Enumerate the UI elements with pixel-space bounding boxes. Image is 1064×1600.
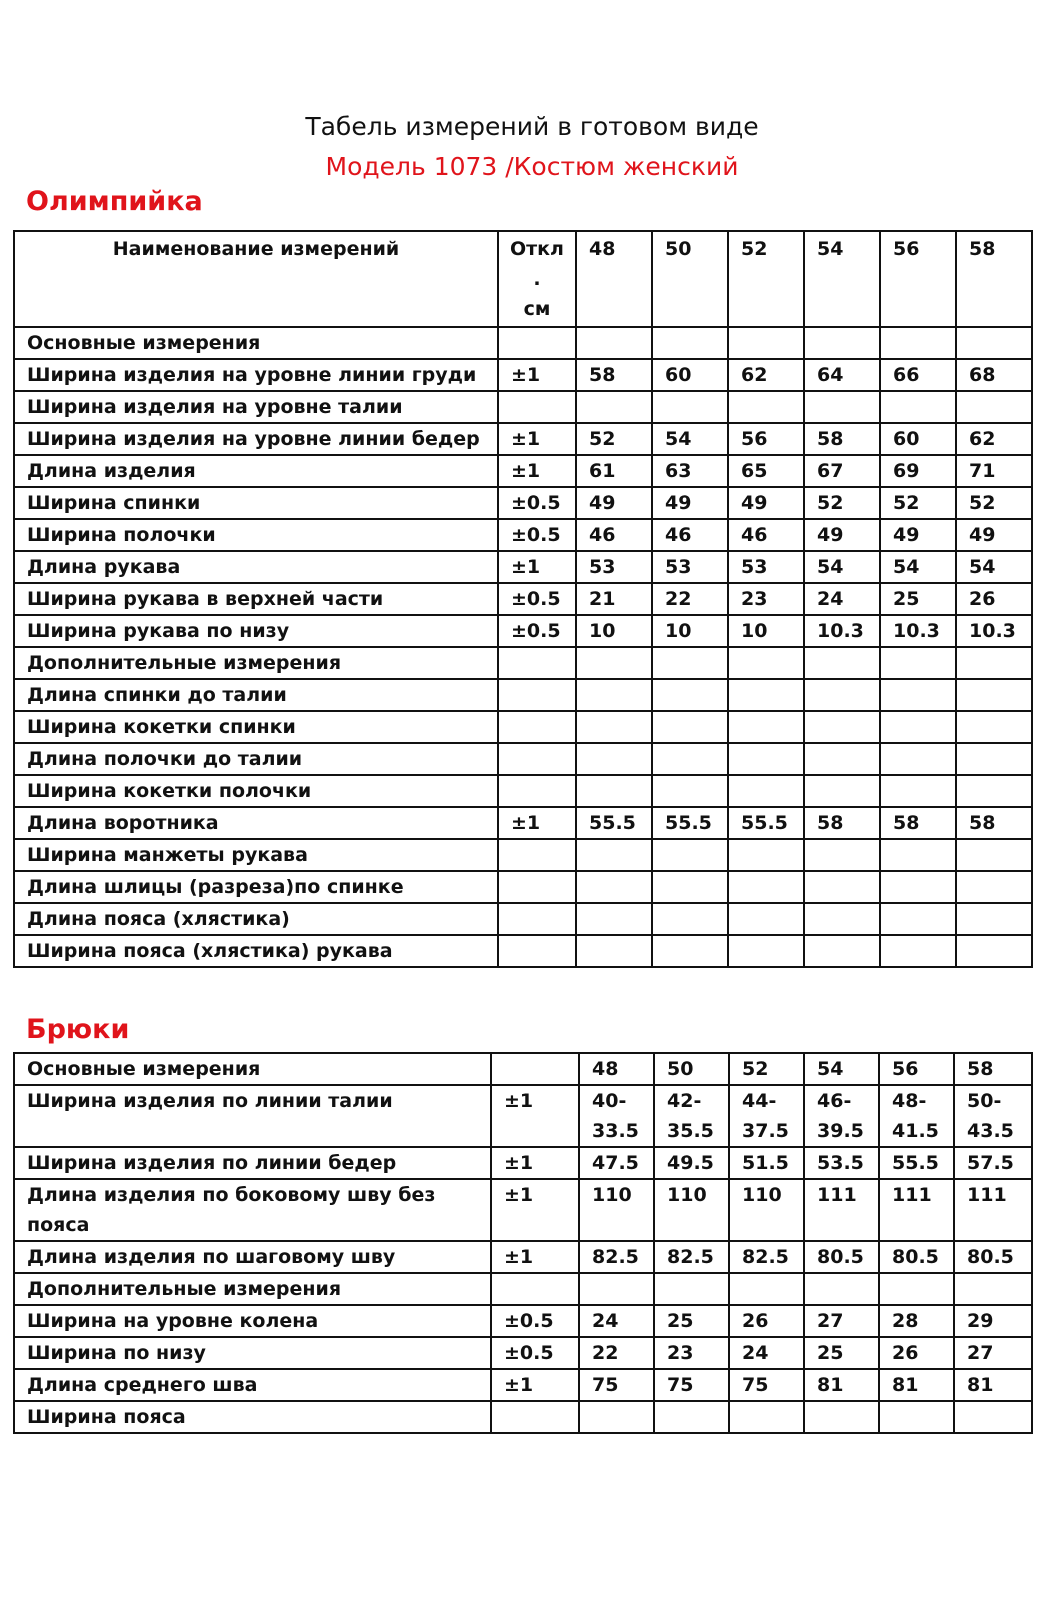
size-value-cell	[728, 647, 804, 679]
size-value-cell: 75	[729, 1369, 804, 1401]
size-value-cell: 80.5	[954, 1241, 1032, 1273]
deviation-cell: ±1	[491, 1241, 579, 1273]
size-value-cell	[879, 1273, 954, 1305]
pants-measurements-table	[13, 1052, 1033, 1434]
size-value-cell: 53	[652, 551, 728, 583]
table-row	[14, 1053, 1032, 1085]
size-value-cell: 24	[804, 583, 880, 615]
size-value-cell: 22	[652, 583, 728, 615]
size-value-cell	[880, 871, 956, 903]
size-value-cell: 26	[879, 1337, 954, 1369]
deviation-cell: ±1	[491, 1179, 579, 1241]
size-value-cell	[576, 871, 652, 903]
size-value-cell	[654, 1273, 729, 1305]
size-value-cell	[576, 391, 652, 423]
table-row	[14, 711, 1032, 743]
size-value-cell	[954, 1401, 1032, 1433]
column-header-size: 56	[880, 231, 956, 327]
size-value-cell: 26	[729, 1305, 804, 1337]
size-value-cell	[956, 839, 1032, 871]
size-value-cell	[576, 935, 652, 967]
table-row	[14, 1273, 1032, 1305]
size-value-cell: 10.3	[956, 615, 1032, 647]
table-row	[14, 839, 1032, 871]
size-value-cell: 60	[880, 423, 956, 455]
size-value-cell: 27	[804, 1305, 879, 1337]
size-value-cell: 46	[728, 519, 804, 551]
size-value-cell: 67	[804, 455, 880, 487]
table-row	[14, 1337, 1032, 1369]
size-value-cell	[579, 1401, 654, 1433]
measurement-name-cell: Длина воротника	[14, 807, 498, 839]
size-value-cell	[728, 839, 804, 871]
size-value-cell: 62	[956, 423, 1032, 455]
size-value-cell	[804, 1273, 879, 1305]
size-value-cell	[576, 903, 652, 935]
size-value-cell: 51.5	[729, 1147, 804, 1179]
size-value-cell: 54	[652, 423, 728, 455]
size-value-cell: 58	[956, 807, 1032, 839]
size-value-cell	[652, 679, 728, 711]
size-value-cell: 111	[954, 1179, 1032, 1241]
table-row	[14, 583, 1032, 615]
size-value-cell: 82.5	[729, 1241, 804, 1273]
table-row	[14, 1147, 1032, 1179]
size-value-cell	[652, 743, 728, 775]
size-value-cell: 55.5	[652, 807, 728, 839]
size-value-cell	[804, 679, 880, 711]
header-dev-line: .	[533, 268, 541, 290]
table-row	[14, 359, 1032, 391]
size-value-cell: 54	[880, 551, 956, 583]
size-value-cell	[576, 647, 652, 679]
deviation-cell: ±1	[491, 1085, 579, 1147]
size-value-cell	[576, 839, 652, 871]
size-value-cell	[728, 679, 804, 711]
deviation-cell: ±0.5	[498, 487, 576, 519]
deviation-cell: ±0.5	[498, 615, 576, 647]
size-value-cell	[880, 743, 956, 775]
size-value-cell	[652, 391, 728, 423]
size-value-cell: 27	[954, 1337, 1032, 1369]
deviation-cell: ±0.5	[491, 1337, 579, 1369]
size-value-cell	[804, 935, 880, 967]
measurement-name-cell: Ширина спинки	[14, 487, 498, 519]
size-value-cell: 61	[576, 455, 652, 487]
size-value-cell: 81	[879, 1369, 954, 1401]
size-value-cell: 55.5	[728, 807, 804, 839]
size-value-cell: 48-41.5	[879, 1085, 954, 1147]
size-value-cell: 46	[576, 519, 652, 551]
size-value-cell: 58	[954, 1053, 1032, 1085]
table-row	[14, 647, 1032, 679]
size-value-cell: 80.5	[804, 1241, 879, 1273]
size-value-cell	[576, 711, 652, 743]
size-value-cell: 110	[654, 1179, 729, 1241]
size-value-cell: 111	[804, 1179, 879, 1241]
table-row	[14, 871, 1032, 903]
size-value-cell: 71	[956, 455, 1032, 487]
size-value-cell	[652, 871, 728, 903]
size-value-cell: 52	[956, 487, 1032, 519]
size-value-cell	[652, 903, 728, 935]
measurement-name-cell: Длина изделия	[14, 455, 498, 487]
deviation-cell: ±1	[498, 807, 576, 839]
size-value-cell	[880, 775, 956, 807]
measurement-name-cell: Ширина рукава по низу	[14, 615, 498, 647]
measurement-name-cell: Длина спинки до талии	[14, 679, 498, 711]
size-value-cell: 26	[956, 583, 1032, 615]
size-value-cell: 65	[728, 455, 804, 487]
measurement-name-cell: Ширина пояса (хлястика) рукава	[14, 935, 498, 967]
measurement-name-cell: Длина полочки до талии	[14, 743, 498, 775]
measurement-name-cell: Длина среднего шва	[14, 1369, 491, 1401]
size-value-cell	[956, 647, 1032, 679]
size-value-cell	[804, 903, 880, 935]
document-title: Табель измерений в готовом виде	[305, 112, 759, 141]
deviation-cell: ±0.5	[491, 1305, 579, 1337]
deviation-cell	[498, 775, 576, 807]
size-value-cell: 52	[880, 487, 956, 519]
size-value-cell	[956, 327, 1032, 359]
size-value-cell	[880, 839, 956, 871]
size-value-cell: 111	[879, 1179, 954, 1241]
size-value-cell: 63	[652, 455, 728, 487]
size-value-cell: 52	[804, 487, 880, 519]
header-dev-line: см	[523, 298, 551, 320]
size-value-cell: 49	[652, 487, 728, 519]
header-dev-line: Откл	[510, 238, 564, 260]
size-value-cell: 25	[654, 1305, 729, 1337]
size-value-cell: 46-39.5	[804, 1085, 879, 1147]
deviation-cell	[498, 679, 576, 711]
size-value-cell: 10.3	[880, 615, 956, 647]
size-value-cell: 58	[880, 807, 956, 839]
table-row	[14, 551, 1032, 583]
size-value-cell	[804, 871, 880, 903]
size-value-cell: 25	[804, 1337, 879, 1369]
table-row	[14, 807, 1032, 839]
size-value-cell	[880, 903, 956, 935]
deviation-cell	[498, 647, 576, 679]
deviation-cell	[498, 743, 576, 775]
size-value-cell: 57.5	[954, 1147, 1032, 1179]
size-value-cell: 24	[579, 1305, 654, 1337]
size-value-cell	[728, 871, 804, 903]
deviation-cell	[491, 1401, 579, 1433]
size-value-cell	[728, 775, 804, 807]
size-value-cell: 10.3	[804, 615, 880, 647]
deviation-cell: ±1	[498, 359, 576, 391]
size-value-cell	[728, 935, 804, 967]
size-value-cell	[880, 647, 956, 679]
size-value-cell: 56	[879, 1053, 954, 1085]
section-title-olimp: Олимпийка	[26, 186, 203, 217]
size-value-cell	[804, 743, 880, 775]
size-value-cell: 75	[579, 1369, 654, 1401]
size-value-cell: 66	[880, 359, 956, 391]
column-header-size: 50	[652, 231, 728, 327]
table-row	[14, 391, 1032, 423]
size-value-cell: 56	[728, 423, 804, 455]
size-value-cell	[576, 775, 652, 807]
table-row	[14, 903, 1032, 935]
size-value-cell: 21	[576, 583, 652, 615]
size-value-cell	[652, 839, 728, 871]
measurement-name-cell: Ширина манжеты рукава	[14, 839, 498, 871]
table-row	[14, 423, 1032, 455]
table-row	[14, 487, 1032, 519]
deviation-cell	[498, 871, 576, 903]
size-value-cell	[956, 679, 1032, 711]
deviation-cell	[498, 391, 576, 423]
size-value-cell	[956, 871, 1032, 903]
size-value-cell: 40-33.5	[579, 1085, 654, 1147]
table-row	[14, 935, 1032, 967]
size-value-cell: 55.5	[879, 1147, 954, 1179]
size-value-cell: 53	[576, 551, 652, 583]
size-value-cell	[579, 1273, 654, 1305]
size-value-cell	[728, 327, 804, 359]
size-value-cell: 10	[652, 615, 728, 647]
size-value-cell: 10	[728, 615, 804, 647]
size-value-cell	[956, 711, 1032, 743]
size-value-cell	[880, 711, 956, 743]
deviation-cell: ±1	[498, 455, 576, 487]
table-row	[14, 1305, 1032, 1337]
size-value-cell: 82.5	[654, 1241, 729, 1273]
size-value-cell: 52	[729, 1053, 804, 1085]
deviation-cell: ±1	[491, 1369, 579, 1401]
column-header-deviation	[498, 231, 576, 327]
size-value-cell: 29	[954, 1305, 1032, 1337]
size-value-cell	[956, 935, 1032, 967]
size-value-cell	[804, 647, 880, 679]
size-value-cell	[956, 391, 1032, 423]
size-value-cell: 50-43.5	[954, 1085, 1032, 1147]
table-row	[14, 327, 1032, 359]
column-header-size: 52	[728, 231, 804, 327]
size-value-cell	[804, 327, 880, 359]
deviation-cell	[498, 935, 576, 967]
size-value-cell: 58	[576, 359, 652, 391]
size-value-cell	[879, 1401, 954, 1433]
size-value-cell: 48	[579, 1053, 654, 1085]
size-value-cell: 22	[579, 1337, 654, 1369]
size-value-cell: 62	[728, 359, 804, 391]
size-value-cell	[804, 1401, 879, 1433]
deviation-cell	[498, 327, 576, 359]
size-value-cell	[880, 327, 956, 359]
table-row	[14, 1085, 1032, 1147]
size-value-cell: 82.5	[579, 1241, 654, 1273]
table-row	[14, 615, 1032, 647]
deviation-cell: ±1	[498, 551, 576, 583]
deviation-cell: ±0.5	[498, 583, 576, 615]
measurement-name-cell: Ширина по низу	[14, 1337, 491, 1369]
size-value-cell: 53.5	[804, 1147, 879, 1179]
measurement-name-cell: Длина пояса (хлястика)	[14, 903, 498, 935]
measurement-name-cell: Ширина изделия на уровне линии бедер	[14, 423, 498, 455]
column-header-size: 58	[956, 231, 1032, 327]
measurement-name-cell: Ширина полочки	[14, 519, 498, 551]
model-subtitle: Модель 1073 /Костюм женский	[325, 152, 739, 181]
deviation-cell: ±1	[491, 1147, 579, 1179]
measurement-name-cell: Ширина изделия на уровне талии	[14, 391, 498, 423]
size-value-cell	[880, 679, 956, 711]
size-value-cell: 23	[654, 1337, 729, 1369]
table-row	[14, 519, 1032, 551]
size-value-cell	[654, 1401, 729, 1433]
size-value-cell	[728, 391, 804, 423]
size-value-cell: 24	[729, 1337, 804, 1369]
size-value-cell	[729, 1273, 804, 1305]
table-row	[14, 1369, 1032, 1401]
column-header-name: Наименование измерений	[14, 231, 498, 327]
size-value-cell	[576, 327, 652, 359]
size-value-cell	[728, 903, 804, 935]
measurement-name-cell: Ширина пояса	[14, 1401, 491, 1433]
size-value-cell	[729, 1401, 804, 1433]
size-value-cell: 110	[579, 1179, 654, 1241]
size-value-cell: 75	[654, 1369, 729, 1401]
deviation-cell	[498, 903, 576, 935]
size-value-cell: 54	[804, 551, 880, 583]
size-value-cell: 55.5	[576, 807, 652, 839]
column-header-size: 54	[804, 231, 880, 327]
measurement-name-cell: Основные измерения	[14, 327, 498, 359]
size-value-cell	[652, 711, 728, 743]
table-row	[14, 455, 1032, 487]
size-value-cell: 28	[879, 1305, 954, 1337]
table-row	[14, 775, 1032, 807]
size-value-cell: 69	[880, 455, 956, 487]
olimp-measurements-table	[13, 230, 1033, 968]
size-value-cell	[576, 679, 652, 711]
measurement-name-cell: Ширина на уровне колена	[14, 1305, 491, 1337]
table-header-row	[14, 231, 1032, 327]
deviation-cell	[498, 839, 576, 871]
column-header-size: 48	[576, 231, 652, 327]
size-value-cell	[804, 839, 880, 871]
measurement-name-cell: Ширина изделия по линии бедер	[14, 1147, 491, 1179]
size-value-cell	[954, 1273, 1032, 1305]
size-value-cell: 25	[880, 583, 956, 615]
measurement-name-cell: Дополнительные измерения	[14, 647, 498, 679]
size-value-cell: 58	[804, 807, 880, 839]
size-value-cell	[804, 711, 880, 743]
size-value-cell	[728, 711, 804, 743]
size-value-cell: 58	[804, 423, 880, 455]
size-value-cell: 49	[880, 519, 956, 551]
size-value-cell	[880, 391, 956, 423]
measurement-name-cell: Длина шлицы (разреза)по спинке	[14, 871, 498, 903]
size-value-cell	[576, 743, 652, 775]
size-value-cell	[956, 775, 1032, 807]
size-value-cell: 81	[954, 1369, 1032, 1401]
table-row	[14, 1179, 1032, 1241]
size-value-cell: 49	[576, 487, 652, 519]
size-value-cell: 47.5	[579, 1147, 654, 1179]
deviation-cell: ±0.5	[498, 519, 576, 551]
deviation-cell	[491, 1053, 579, 1085]
size-value-cell: 49	[804, 519, 880, 551]
measurement-name-cell: Длина изделия по боковому шву без пояса	[14, 1179, 491, 1241]
size-value-cell	[880, 935, 956, 967]
size-value-cell: 53	[728, 551, 804, 583]
size-value-cell: 10	[576, 615, 652, 647]
size-value-cell: 110	[729, 1179, 804, 1241]
deviation-cell	[491, 1273, 579, 1305]
measurement-name-cell: Ширина кокетки полочки	[14, 775, 498, 807]
size-value-cell: 49	[956, 519, 1032, 551]
table-row	[14, 743, 1032, 775]
size-value-cell	[956, 743, 1032, 775]
measurement-name-cell: Длина рукава	[14, 551, 498, 583]
deviation-cell: ±1	[498, 423, 576, 455]
size-value-cell: 54	[804, 1053, 879, 1085]
size-value-cell	[956, 903, 1032, 935]
size-value-cell	[652, 935, 728, 967]
size-value-cell	[652, 775, 728, 807]
size-value-cell	[728, 743, 804, 775]
measurement-name-cell: Ширина кокетки спинки	[14, 711, 498, 743]
section-title-pants: Брюки	[26, 1014, 130, 1045]
size-value-cell	[804, 775, 880, 807]
size-value-cell: 49.5	[654, 1147, 729, 1179]
size-value-cell	[804, 391, 880, 423]
size-value-cell: 68	[956, 359, 1032, 391]
size-value-cell: 44-37.5	[729, 1085, 804, 1147]
size-value-cell: 64	[804, 359, 880, 391]
measurement-name-cell: Ширина изделия по линии талии	[14, 1085, 491, 1147]
size-value-cell: 50	[654, 1053, 729, 1085]
size-value-cell: 49	[728, 487, 804, 519]
measurement-name-cell: Длина изделия по шаговому шву	[14, 1241, 491, 1273]
deviation-cell	[498, 711, 576, 743]
size-value-cell: 81	[804, 1369, 879, 1401]
measurement-name-cell: Дополнительные измерения	[14, 1273, 491, 1305]
measurement-name-cell: Основные измерения	[14, 1053, 491, 1085]
size-value-cell: 23	[728, 583, 804, 615]
size-value-cell: 60	[652, 359, 728, 391]
table-row	[14, 679, 1032, 711]
size-value-cell: 52	[576, 423, 652, 455]
table-row	[14, 1241, 1032, 1273]
size-value-cell: 80.5	[879, 1241, 954, 1273]
size-value-cell	[652, 327, 728, 359]
measurement-name-cell: Ширина изделия на уровне линии груди	[14, 359, 498, 391]
measurement-name-cell: Ширина рукава в верхней части	[14, 583, 498, 615]
table-row	[14, 1401, 1032, 1433]
size-value-cell: 42-35.5	[654, 1085, 729, 1147]
size-value-cell: 46	[652, 519, 728, 551]
size-value-cell	[652, 647, 728, 679]
size-value-cell: 54	[956, 551, 1032, 583]
